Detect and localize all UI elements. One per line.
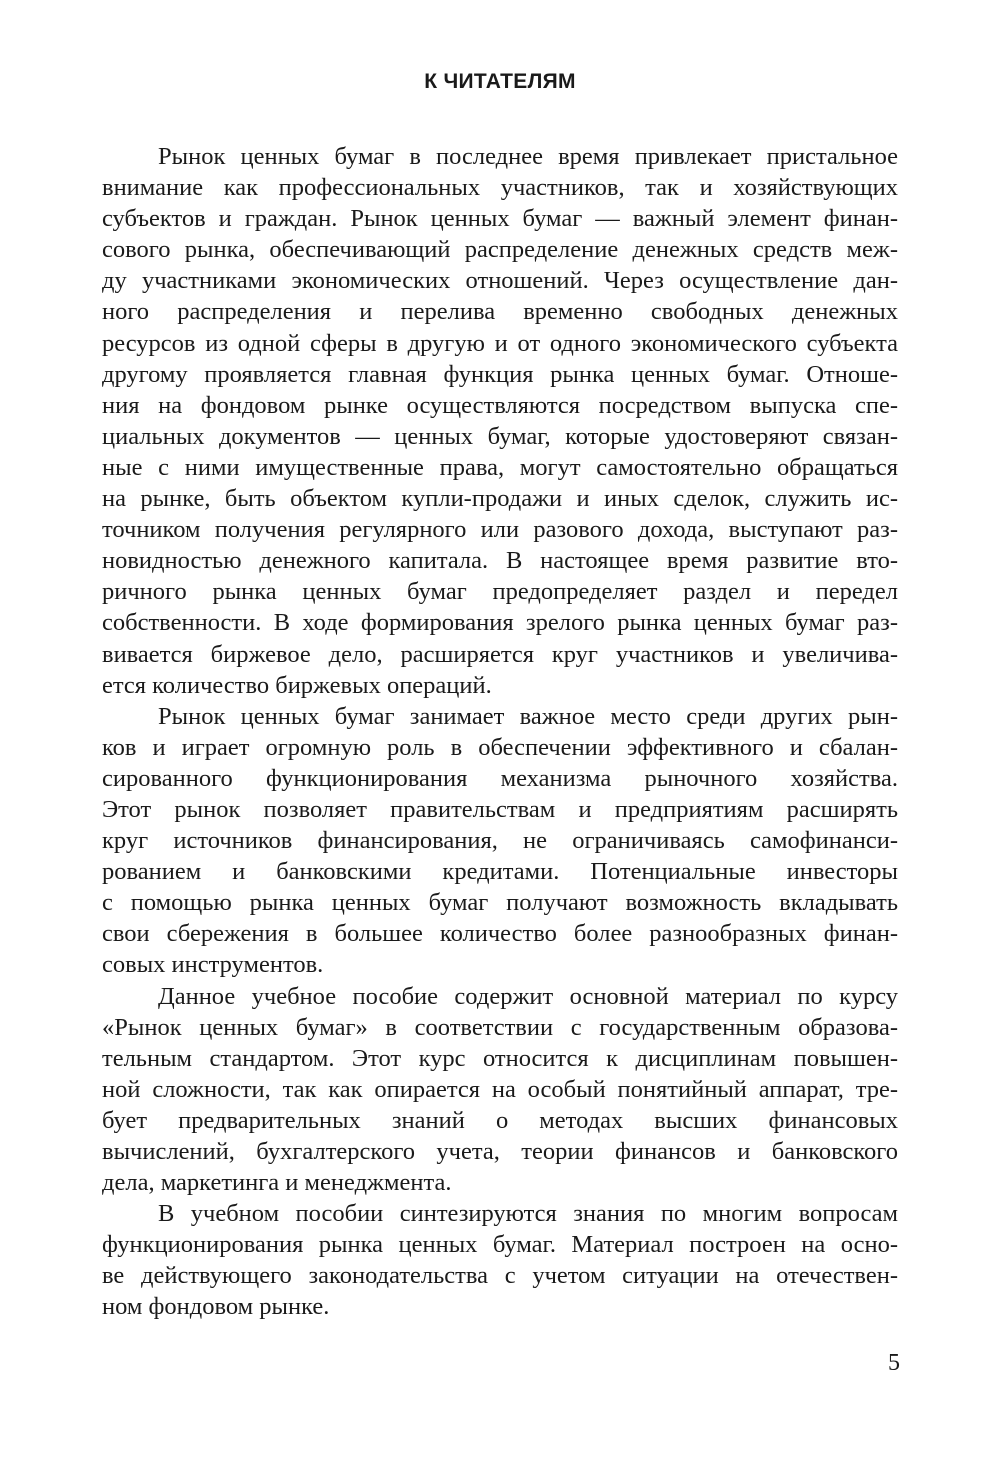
text-line: ду участниками экономических отношений. Через осуществление дан- [102, 267, 898, 295]
text-line: дела, маркетинга и менеджмента. [102, 1169, 452, 1197]
body-text [102, 141, 898, 1323]
text-line: ные с ними имущественные права, могут самостоятельно обращаться [102, 453, 898, 481]
text-line: новидностью денежного капитала. В настоящее время развитие вто- [102, 547, 898, 575]
text-line: вивается биржевое дело, расширяется круг участников и увеличива- [102, 640, 898, 668]
text-line: свои сбережения в большее количество более разнообразных финан- [102, 920, 898, 948]
text-line: Рынок ценных бумаг в последнее время привлекает пристальное [158, 143, 898, 170]
text-line: «Рынок ценных бумаг» в соответствии с государственным образова- [102, 1013, 898, 1041]
text-line: ного распределения и перелива временно свободных денежных [102, 298, 898, 326]
text-line: другому проявляется главная функция рынка ценных бумаг. Отноше- [102, 360, 898, 388]
text-line: точником получения регулярного или разового дохода, выступают раз- [102, 516, 898, 544]
text-line: сированного функционирования механизма рыночного хозяйства. [102, 764, 898, 792]
text-line: ков и играет огромную роль в обеспечении эффективного и сбалан- [102, 733, 898, 761]
page-number: 5 [888, 1350, 900, 1376]
text-line: ния на фондовом рынке осуществляются посредством выпуска спе- [102, 391, 898, 419]
text-line: ричного рынка ценных бумаг предопределяет раздел и передел [102, 578, 898, 606]
text-line: вычислений, бухгалтерского учета, теории финансов и банковского [102, 1138, 898, 1165]
text-line: функционирования рынка ценных бумаг. Материал построен на осно- [102, 1231, 898, 1259]
text-line: с помощью рынка ценных бумаг получают возможность вкладывать [102, 889, 898, 917]
page-title: К ЧИТАТЕЛЯМ [424, 70, 576, 93]
text-line: совых инструментов. [102, 951, 324, 979]
text-line: Этот рынок позволяет правительствам и предприятиям расширять [102, 795, 898, 823]
text-line: субъектов и граждан. Рынок ценных бумаг — важный элемент финан- [102, 205, 898, 233]
text-line: на рынке, быть объектом купли-продажи и иных сделок, служить ис- [102, 485, 898, 513]
text-line: Рынок ценных бумаг занимает важное место среди других рын- [158, 702, 898, 730]
text-line: рованием и банковскими кредитами. Потенциальные инвесторы [102, 858, 898, 886]
text-line: ном фондовом рынке. [102, 1293, 330, 1321]
paragraph-2 [102, 701, 898, 981]
text-line: внимание как профессиональных участников, так и хозяйствующих [102, 174, 898, 202]
text-line: собственности. В ходе формирования зрелого рынка ценных бумаг раз- [102, 609, 898, 637]
text-line: сового рынка, обеспечивающий распределение денежных средств меж- [102, 236, 898, 264]
text-line: ресурсов из одной сферы в другую и от одного экономического субъекта [102, 329, 898, 357]
text-line: ется количество биржевых операций. [102, 671, 492, 699]
text-line: круг источников финансирования, не ограничиваясь самофинанси- [102, 827, 898, 855]
text-line: Данное учебное пособие содержит основной материал по курсу [158, 982, 898, 1010]
text-line: тельным стандартом. Этот курс относится к дисциплинам повышен- [102, 1044, 898, 1072]
text-line: ной сложности, так как опирается на особый понятийный аппарат, тре- [102, 1075, 898, 1103]
paragraph-1 [102, 141, 898, 701]
paragraph-4 [102, 1198, 898, 1322]
text-line: бует предварительных знаний о методах высших финансовых [102, 1106, 898, 1134]
text-line: В учебном пособии синтезируются знания по многим вопросам [158, 1200, 898, 1228]
paragraph-3 [102, 981, 898, 1199]
text-line: циальных документов — ценных бумаг, которые удостоверяют связан- [102, 422, 898, 450]
text-line: ве действующего законодательства с учетом ситуации на отечествен- [102, 1262, 898, 1290]
